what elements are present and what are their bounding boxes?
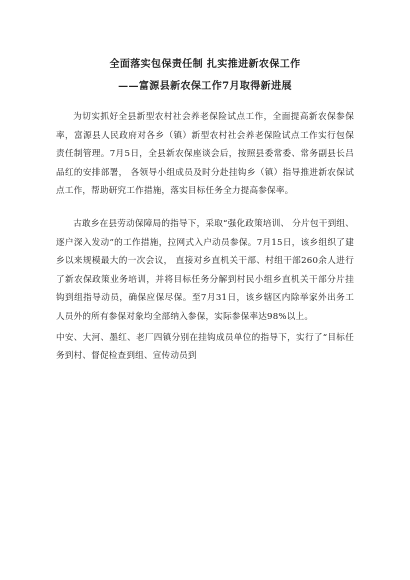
document-title: 全面落实包保责任制 扎实推进新农保工作 xyxy=(109,59,301,70)
paragraph-2: 古敢乡在县劳动保障局的指导下，采取“强化政策培训、 分片包干到组、逐户深入发动”的工作措施，拉网式入户动员参保。7月15日，该乡组织了建乡以来规模最大的一次会议， 直接对乡直机关干部、村组干部260余人进行了新农保政策业务培训，并将目标任务分解到村民小组乡直机关干部分片挂钩到组指导动员，确保应保尽保。至7月31日，该乡辖区内除举家外出务工人员外的所有参保对象均全部纳入参保，实际参保率达98%以上。 xyxy=(56,218,354,322)
paragraph-3: 中安、大河、墨红、老厂四镇分别在挂钩成员单位的指导下，实行了“目标任务到村、督促检查到组、宣传动员到 xyxy=(56,332,354,362)
paragraph-1: 为切实抓好全县新型农村社会养老保险试点工作，全面提高新农保参保率，富源县人民政府对各乡（镇）新型农村社会养老保险试点工作实行包保责任制管理。7月5日，全县新农保座谈会后，按照县委常委、常务副县长吕品红的安排部署， 各领导小组成员及时分赴挂钩乡（镇）指导推进新农保试点工作，帮助研究工作措施，落实目标任务全力提高参保率。 xyxy=(56,112,354,197)
document-subtitle: ——富源县新农保工作7月取得新进展 xyxy=(118,81,292,92)
document-page xyxy=(56,58,354,366)
